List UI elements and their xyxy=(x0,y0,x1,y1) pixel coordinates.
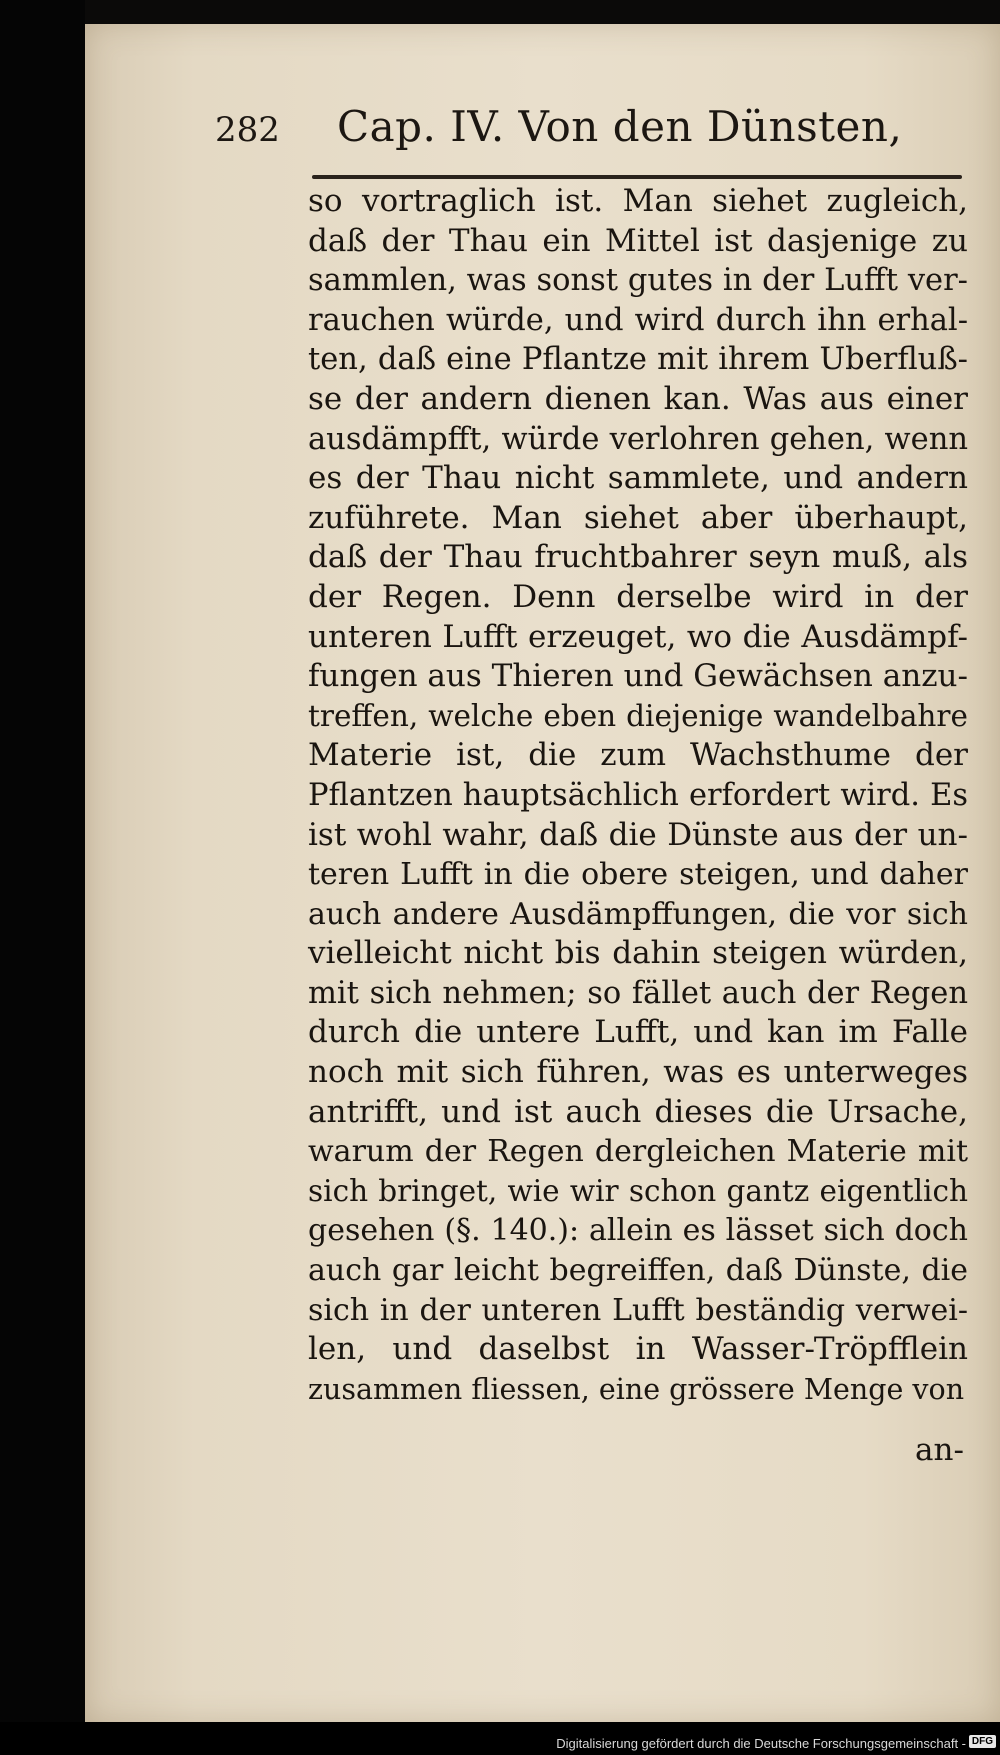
text-line: so vortraglich ist. Man siehet zugleich, xyxy=(308,183,968,219)
text-line: Pflantzen hauptsächlich erfordert wird. Es xyxy=(308,777,968,813)
text-line: antrifft, und ist auch dieses die Ursache, xyxy=(308,1093,968,1130)
text-line: Materie ist, die zum Wachsthume der xyxy=(308,737,968,774)
text-line: fungen aus Thieren und Gewächsen anzu- xyxy=(308,658,968,695)
catchword: an- xyxy=(915,1432,964,1468)
text-line: warum der Regen dergleichen Materie mit xyxy=(308,1134,968,1170)
footer-credit: Digitalisierung gefördert durch die Deutsche Forschungsgemeinschaft - xyxy=(556,1736,966,1751)
page-number: 282 xyxy=(215,110,280,150)
text-line: daß der Thau fruchtbahrer seyn muß, als xyxy=(308,539,968,576)
text-line: unteren Lufft erzeuget, wo die Ausdämpf- xyxy=(308,618,968,655)
text-line: teren Lufft in die obere steigen, und daher xyxy=(308,857,968,893)
text-line: rauchen würde, und wird durch ihn erhal- xyxy=(308,302,968,338)
text-line: ten, daß eine Pflantze mit ihrem Uberfluß- xyxy=(308,342,968,378)
text-line: treffen, welche eben diejenige wandelbahre xyxy=(308,698,968,733)
text-line: auch gar leicht begreiffen, daß Dünste, die xyxy=(308,1253,968,1289)
text-line: noch mit sich führen, was es unterweges xyxy=(308,1054,968,1091)
text-line: gesehen (§. 140.): allein es lässet sich doch xyxy=(308,1213,968,1249)
text-line: ausdämpfft, würde verlohren gehen, wenn xyxy=(308,421,968,457)
text-line: durch die untere Lufft, und kan im Falle xyxy=(308,1014,968,1051)
text-line: zuführete. Man siehet aber überhaupt, xyxy=(308,499,968,536)
text-line: es der Thau nicht sammlete, und andern xyxy=(308,460,968,497)
text-line: mit sich nehmen; so fället auch der Regen xyxy=(308,975,968,1011)
page-header xyxy=(215,90,915,160)
text-line: vielleicht nicht bis dahin steigen würden, xyxy=(308,935,968,972)
text-line: sich in der unteren Lufft beständig verwei- xyxy=(308,1292,968,1328)
scan-border xyxy=(0,0,85,1755)
text-line: auch andere Ausdämpffungen, die vor sich xyxy=(308,896,968,932)
body-text xyxy=(308,182,968,1409)
text-line: zusammen fliessen, eine grössere Menge von xyxy=(308,1372,965,1406)
dfg-logo-icon: DFG xyxy=(969,1735,996,1748)
header-rule xyxy=(312,175,962,179)
text-line: len, und daselbst in Wasser-Tröpfflein xyxy=(308,1331,968,1368)
text-line: sammlen, was sonst gutes in der Lufft ver- xyxy=(308,263,968,299)
running-head: Cap. IV. Von den Dünsten, xyxy=(337,102,903,151)
text-line: der Regen. Denn derselbe wird in der xyxy=(308,578,968,615)
text-line: sich bringet, wie wir schon gantz eigentlich xyxy=(308,1173,968,1208)
text-line: se der andern dienen kan. Was aus einer xyxy=(308,380,968,417)
text-line: daß der Thau ein Mittel ist dasjenige zu xyxy=(308,222,968,259)
text-line: ist wohl wahr, daß die Dünste aus der un- xyxy=(308,816,968,853)
